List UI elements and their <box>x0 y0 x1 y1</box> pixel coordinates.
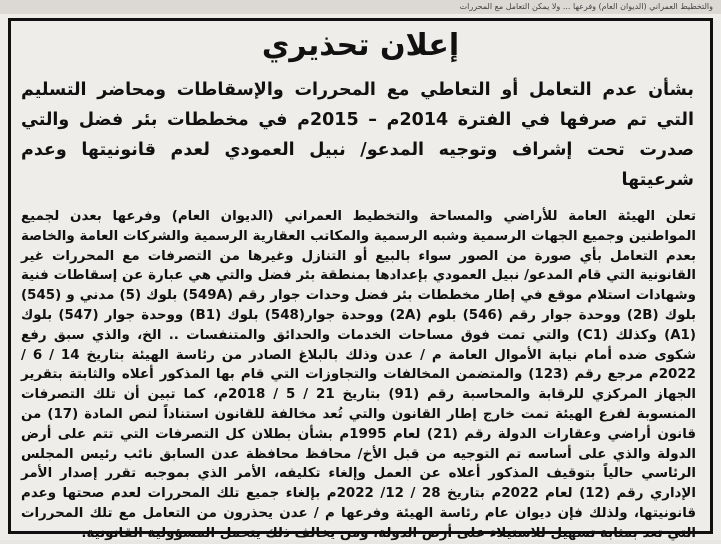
notice-title: إعلان تحذيري <box>261 28 460 63</box>
notice-subject: بشأن عدم التعامل أو التعاطي مع المحررات والإسقاطات ومحاضر التسليم التي تم صرفها في الفترة 2014م – 2015م في مخططات بئر فضل والتي صدرت تحت إشراف وتوجيه المدعو/ نبيل العمودي لعدم قانونيتها وعدم شرعيتها <box>21 80 695 190</box>
notice-body: تعلن الهيئة العامة للأراضي والمساحة والتخطيط العمراني (الديوان العام) وفرعها بعدن لجميع المواطنين وجميع الجهات الرسمية وشبه الرسمية والمكاتب العقارية الرسمية والشركات العامة والخاصة بعدم التعامل بأي صورة من الصور سواء بالبيع أو التنازل وغيرها من التصرفات مع المحررات غير القانونية التي قام المدعو/ نبيل العمودي بإعدادها بمنطقة بئر فضل والتي هي عبارة عن إسقاطات فنية وشهادات استلام موقع في إطار مخططات بئر فضل وحدات جوار رقم (549A) بلوك (5) مدني و (545) بلوك (2B) ووحدة جوار رقم (546) بلوم (2A) ووحدة جوار(548) بلوك (B1) ووحدة جوار (547) بلوك (A1) وكذلك (C1) والتي تمت فوق مساحات الخدمات والحدائق والمتنفسات .. الخ، والذي سبق رفع شكوى ضده أمام نيابة الأموال العامة م / عدن وذلك بالبلاغ الصادر من رئاسة الهيئة بتاريخ 14 / 6 / 2022م مرجع رقم (123) والمتضمن المخالفات والتجاوزات التي قام بها المذكور أعلاه والثابتة بتقرير الجهاز المركزي للرقابة والمحاسبة رقم (91) بتاريخ 21 / 5 / 2018م، كما تبين أن تلك التصرفات المنسوبة لفرع الهيئة تمت خارج إطار القانون والتي تُعد مخالفة للقانون استناداً لنص المادة (17) من قانون أراضي وعقارات الدولة رقم (21) لعام 1995م بشأن بطلان كل التصرفات التي تتم على أرض الدولة والذي على أساسه تم التوجيه من قبل الأخ/ محافظ محافظة عدن السابق نائب رئيس المجلس الرئاسي حالياً بتوقيف المذكور أعلاه عن العمل وإلغاء تكليفه، الأمر الذي بموجبه تقرر إصدار الأمر الإداري رقم (12) لعام 2022م بتاريخ 28 / 12/ 2022م بإلغاء جميع تلك المحررات لعدم صحتها وعدم قانونيتها، ولذلك فإن ديوان عام رئاسة الهيئة وفرعها م / عدن يحذرون من التعامل مع تلك المحررات التي تعد بمثابة تسهيل للاستيلاء على أرض الدولة، ومن يخالف ذلك يتحمل المسؤولية القانونية. <box>21 209 697 541</box>
notice-box <box>8 18 713 541</box>
cut-off-header-text: والتخطيط العمراني (الديوان العام) وفرعها ... ولا يمكن التعامل مع المحررات <box>0 0 721 14</box>
